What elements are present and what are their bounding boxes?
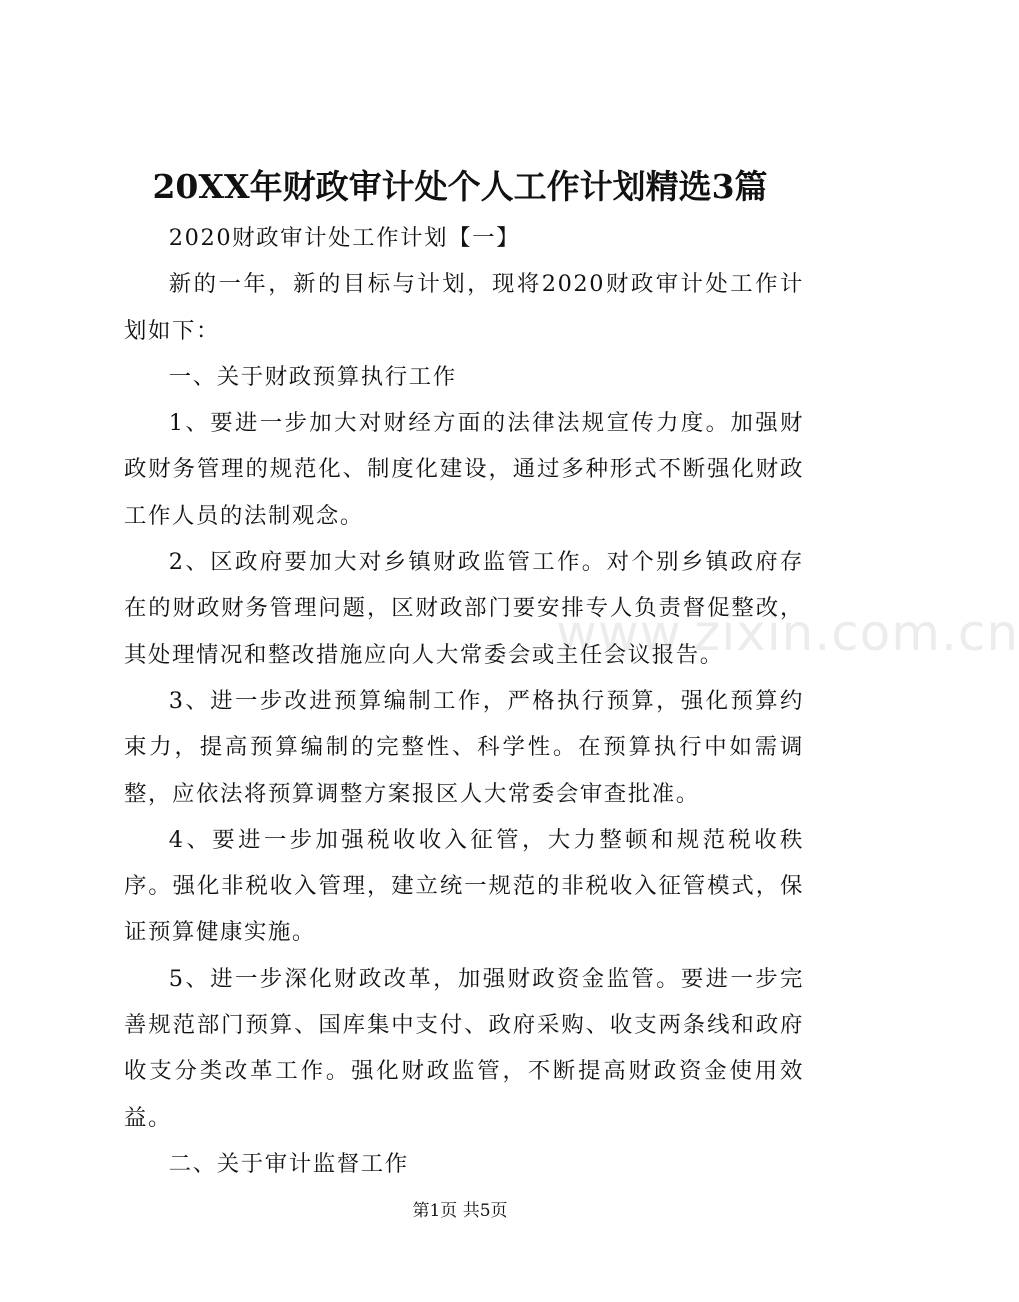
watermark: www.zixin.com.cn [556, 604, 1019, 662]
section-heading: 2020财政审计处工作计划【一】 [168, 225, 521, 251]
document-title: 20XX年财政审计处个人工作计划精选3篇 [152, 167, 768, 206]
body-paragraph: 4、要进一步加强税收收入征管，大力整顿和规范税收秩序。强化非税收入管理，建立统一规范的非税收入征管模式，保证预算健康实施。 [124, 826, 804, 946]
body-paragraph: 3、进一步改进预算编制工作，严格执行预算，强化预算约束力，提高预算编制的完整性、科学性。在预算执行中如需调整，应依法将预算调整方案报区人大常委会审查批准。 [124, 687, 804, 807]
section-heading: 二、关于审计监督工作 [168, 1150, 409, 1177]
body-paragraph: 2、区政府要加大对乡镇财政监管工作。对个别乡镇政府存在的财政财务管理问题，区财政部门要安排专人负责督促整改，其处理情况和整改措施应向人大常委会或主任会议报告。 [124, 549, 804, 668]
document-body [124, 215, 804, 1187]
page-number-footer: 第1页 共5页 [412, 1201, 508, 1221]
intro-paragraph: 新的一年，新的目标与计划，现将2020财政审计处工作计划如下： [124, 271, 804, 344]
section-heading: 一、关于财政预算执行工作 [168, 363, 457, 390]
body-paragraph: 5、进一步深化财政改革，加强财政资金监管。要进一步完善规范部门预算、国库集中支付、政府采购、收支两条线和政府收支分类改革工作。强化财政监管，不断提高财政资金使用效益。 [124, 965, 804, 1131]
body-paragraph: 1、要进一步加大对财经方面的法律法规宣传力度。加强财政财务管理的规范化、制度化建设，通过多种形式不断强化财政工作人员的法制观念。 [124, 410, 804, 529]
